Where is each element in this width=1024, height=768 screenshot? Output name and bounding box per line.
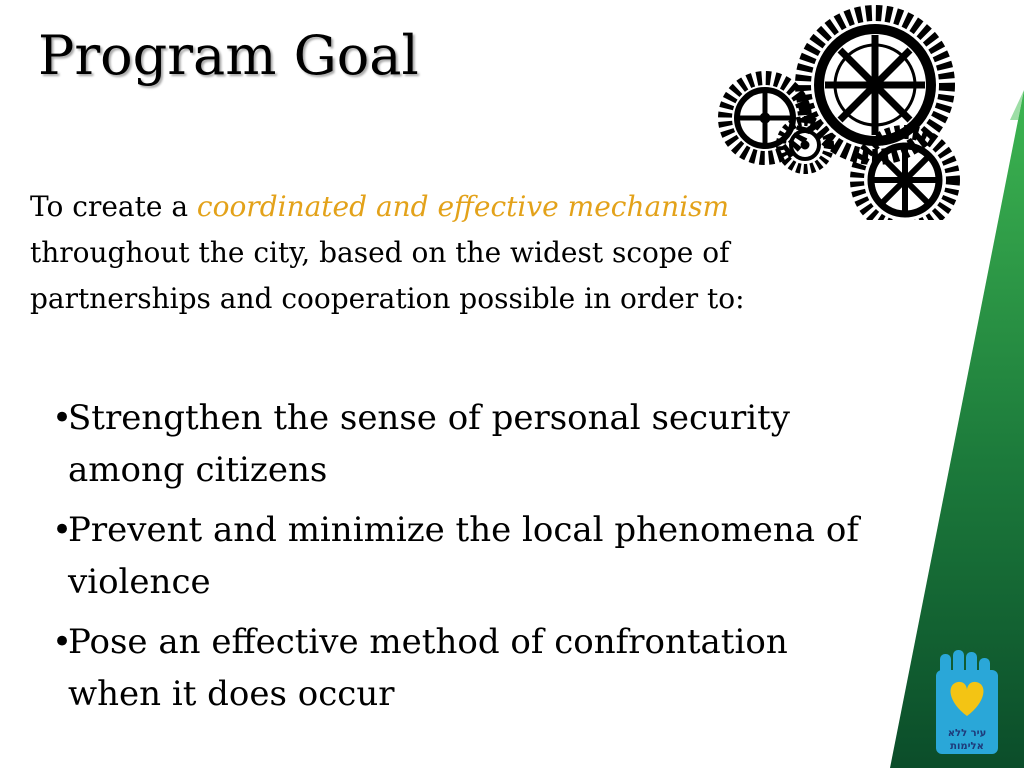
intro-text-after: throughout the city, based on the widest scope of partnerships and cooperation possible in order to: [30, 236, 745, 315]
intro-highlight: coordinated and effective mechanism [196, 190, 730, 223]
bullet-item [52, 616, 882, 720]
bullet-item [52, 392, 882, 496]
bullet-text: Prevent and minimize the local phenomena of violence [68, 510, 859, 602]
bullet-text: Strengthen the sense of personal security among citizens [68, 398, 790, 490]
intro-paragraph [30, 184, 860, 322]
slide-title: Program Goal [38, 24, 419, 87]
logo-text-line2: אלימות [950, 741, 984, 752]
intro-text-before: To create a [30, 190, 197, 223]
bullet-text: Pose an effective method of confrontation when it does occur [68, 622, 788, 714]
bullet-marker: • [52, 398, 73, 438]
bullet-marker: • [52, 622, 73, 662]
city-without-violence-logo [934, 650, 1000, 760]
logo-text-line1: עיר ללא [947, 728, 987, 739]
bullet-item [52, 504, 882, 608]
goal-bullet-list [52, 392, 882, 728]
bullet-marker: • [52, 510, 73, 550]
